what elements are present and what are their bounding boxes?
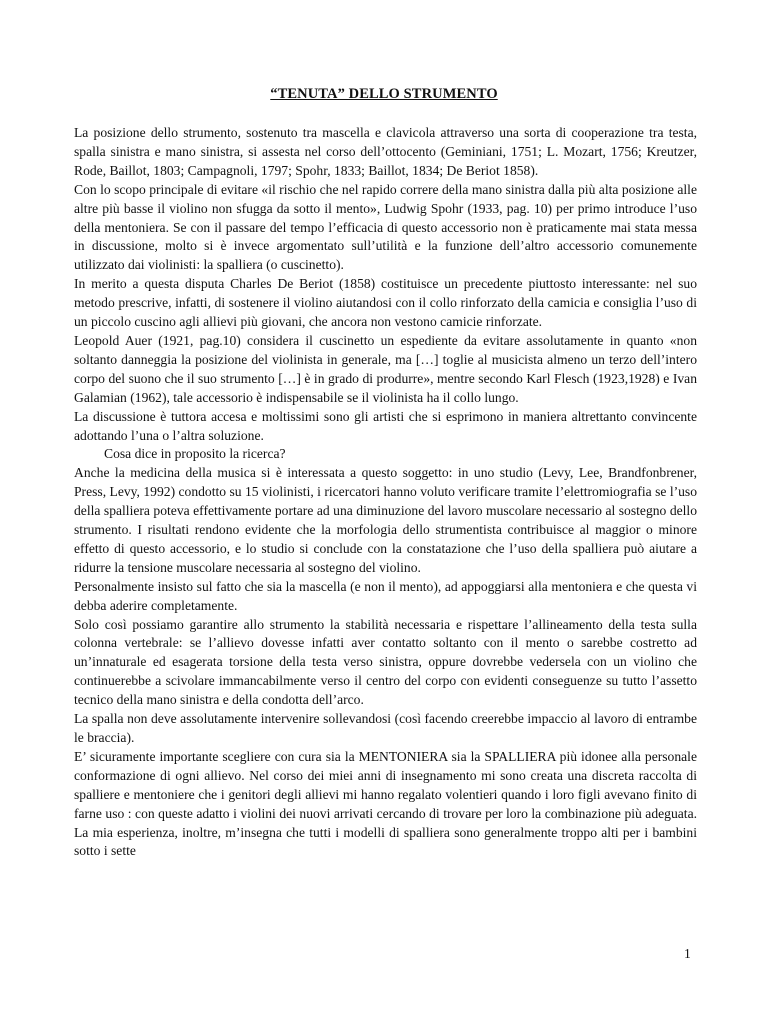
document-body (74, 124, 697, 861)
paragraph-stability: Solo così possiamo garantire allo strumento la stabilità necessaria e rispettare l’allineamento della testa sulla colonna vertebrale: se l’allievo dovesse infatti aver contatto soltanto con il mento o sarebbe costretto ad un’innaturale ed esagerata torsione della testa verso sinistra, oppure dovrebbe vedersela con un violino che continuerebbe a scivolare immancabilmente verso il centro del corpo con evidenti conseguenze su tutto l’assetto tecnico della mano sinistra e della condotta dell’arco. (74, 616, 697, 708)
paragraph-spohr-chinrest: Con lo scopo principale di evitare «il rischio che nel rapido correre della mano sinistra dalla più alta posizione alle altre più basse il violino non sfugga da sotto il mento», Ludwig Spohr (1933, pag. 10) per primo introduce l’uso della mentoniera. Se con il passare del tempo l’efficacia di questo accessorio non è praticamente mai stata messa in discussione, molto si è invece argomentato sull’utilità e la funzione dell’altro accessorio comunemente utilizzato dai violinisti: la spalliera (o cuscinetto). (74, 181, 697, 273)
page-number: 1 (684, 946, 691, 961)
paragraph-research-question: Cosa dice in proposito la ricerca? (104, 446, 286, 462)
paragraph-medical-study: Anche la medicina della musica si è interessata a questo soggetto: in uno studio (Levy, Lee, Brandfonbrener, Press, Levy, 1992) condotto su 15 violinisti, i ricercatori hanno voluto verificare tramite l’elettromiografia se l’uso della spalliera poteva effettivamente portare ad una diminuzione del lavoro muscolare necessario al sostegno dello strumento. I risultati rendono evidente che la morfologia dello strumentista contribuisce al maggior o minore effetto di questo accessorio, e lo studio si conclude con la constatazione che l’uso della spalliera può aiutare a ridurre la tensione muscolare necessaria al sostegno del violino. (74, 465, 697, 575)
paragraph-choosing-accessories: E’ sicuramente importante scegliere con cura sia la MENTONIERA sia la SPALLIERA più idonee alla personale conformazione di ogni allievo. Nel corso dei miei anni di insegnamento mi sono creata una discreta raccolta di spalliere e mentoniere che i genitori degli allievi mi hanno regalato volentieri quando i loro figli avevano finito di farne uso : con queste adatto i violini dei nuovi arrivati cercando di trovare per loro la combinazione più adeguata. La mia esperienza, inoltre, m’insegna che tutti i modelli di spalliera sono generalmente troppo alti per i bambini sotto i sette (74, 748, 697, 859)
paragraph-discussion: La discussione è tuttora accesa e moltissimi sono gli artisti che si esprimono in maniera altrettanto convincente adottando l’una o l’altra soluzione. (74, 408, 697, 443)
paragraph-position-history: La posizione dello strumento, sostenuto tra mascella e clavicola attraverso una sorta di cooperazione tra testa, spalla sinistra e mano sinistra, si assesta nel corso dell’ottocento (Geminiani, 1751; L. Mozart, 1756; Kreutzer, Rode, Baillot, 1803; Campagnoli, 1797; Spohr, 1833; Baillot, 1834; De Beriot 1858). (74, 125, 697, 178)
paragraph-de-beriot: In merito a questa disputa Charles De Beriot (1858) costituisce un precedente piuttosto interessante: nel suo metodo prescrive, infatti, di sostenere il violino aiutandosi con il collo rinforzato della camicia e consiglia l’uso di un piccolo cuscino agli allievi più giovani, che ancora non vestono camicie rinforzate. (74, 276, 697, 330)
paragraph-shoulder: La spalla non deve assolutamente intervenire sollevandosi (così facendo creerebbe impaccio al lavoro di entrambe le braccia). (74, 711, 697, 745)
paragraph-jaw-position: Personalmente insisto sul fatto che sia la mascella (e non il mento), ad appoggiarsi alla mentoniera e che questa vi debba aderire completamente. (74, 578, 697, 613)
paragraph-auer-flesch: Leopold Auer (1921, pag.10) considera il cuscinetto un espediente da evitare assolutamente in quanto «non soltanto danneggia la posizione del violinista in generale, ma […] toglie al musicista almeno un terzo dell’intero corpo del suono che il suo strumento […] è in grado di produrre», mentre secondo Karl Flesch (1923,1928) e Ivan Galamian (1962), tale accessorio è indispensabile se il violinista ha il collo lungo. (74, 332, 697, 405)
document-title: “TENUTA” DELLO STRUMENTO (270, 86, 498, 102)
